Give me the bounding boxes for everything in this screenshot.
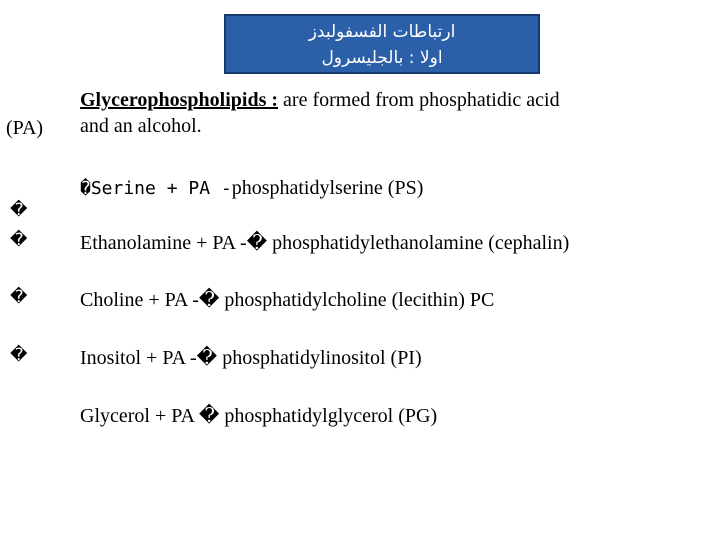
title-line-2: اولا : بالجليسرول (321, 48, 443, 68)
heading-line-1 (80, 88, 560, 112)
title-line-1: ارتباطات الفسفولبدز (308, 22, 456, 42)
pa-label: (PA) (6, 117, 44, 139)
reaction-glycerol: Glycerol + PA � phosphatidylglycerol (PG) (80, 405, 438, 427)
heading-rest: are formed from phosphatidic acid (278, 89, 560, 111)
reaction-choline: Choline + PA -� phosphatidylcholine (lecithin) PC (80, 289, 495, 311)
heading-line-2: and an alcohol. (80, 115, 202, 137)
reaction-serine (80, 176, 423, 201)
bullet-icon: � (10, 230, 28, 250)
bullet-icon: � (10, 287, 28, 307)
reaction-inositol: Inositol + PA -� phosphatidylinositol (PI) (80, 347, 422, 369)
reaction-serine-prefix: �Serine + PA - (80, 178, 232, 199)
bullet-icon: � (10, 200, 28, 220)
bullet-icon: � (10, 345, 28, 365)
reaction-ethanolamine: Ethanolamine + PA -� phosphatidylethanolamine (cephalin) (80, 232, 570, 254)
heading-term: Glycerophospholipids : (80, 89, 279, 111)
title-box (224, 14, 540, 74)
reaction-serine-text: phosphatidylserine (PS) (231, 177, 424, 199)
